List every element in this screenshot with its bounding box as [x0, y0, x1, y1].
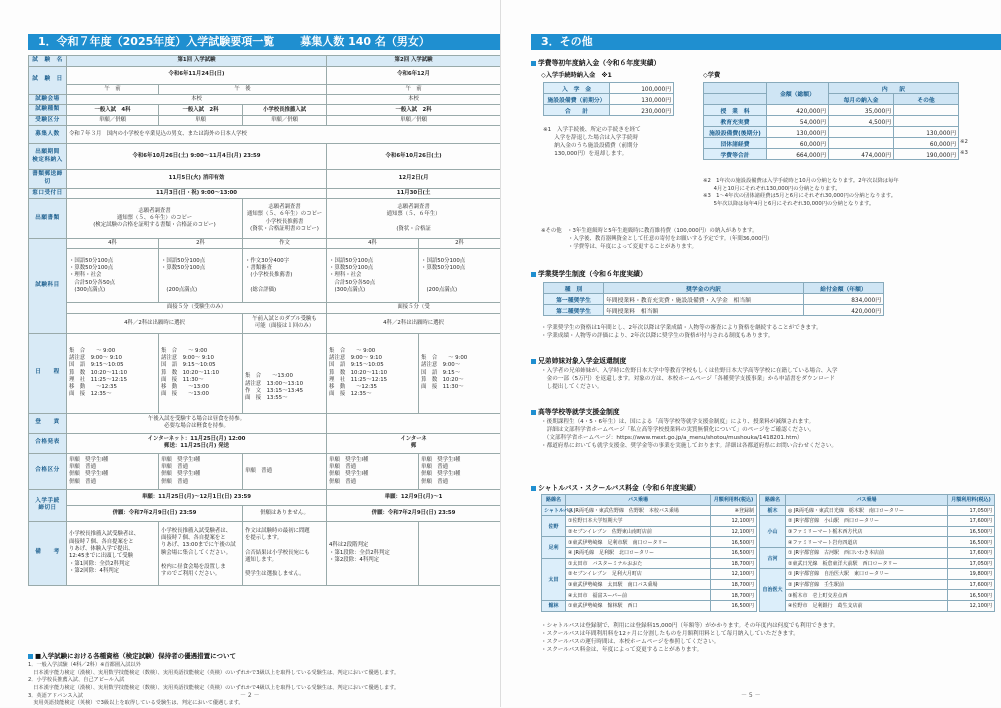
bus-row	[760, 537, 995, 548]
bus-area: 足利	[542, 537, 566, 558]
bus-fee: 17,050円	[948, 558, 995, 569]
subj-essay: ・作文30分400字 ・書類審査 (小学校長推薦書) (総合評価)	[243, 249, 327, 303]
label-pass-kind: 合格区分	[29, 453, 67, 489]
entry-value: 100,000円	[610, 83, 674, 94]
row-announce	[29, 433, 501, 453]
exam-table	[28, 55, 501, 586]
mark-3: ※3	[960, 150, 968, 156]
scholarship-title: 学業奨学生制度（令和６年度実績）	[531, 268, 647, 278]
sched-4: 集 合 〜 9:00 諸注意 9:00〜 9:10 国 語 9:15〜10:05 算 数 10:20〜11:10 理 社 11:25〜12:15 移 動 〜12:35 面 接 12:35〜	[67, 333, 159, 413]
procedure-none: 併願はありません。	[243, 505, 327, 521]
row-apply-kind	[29, 115, 501, 126]
schol-head-content: 奨学金の内訳	[604, 283, 804, 294]
sibling-text: ・入学者の兄弟姉妹が、入学時に佐野日本大学中等教育学校もしくは佐野日本大学高等学校に在籍している場合、入学 金の一部（5万円）を返還します。対象の方は、本校ホームページ「各種奨学支援事業」から申請書をダウンロード し提出してください。	[541, 368, 838, 391]
exam-header-title: 1．令和７年度（2025年度）入学試験要項一覧	[38, 35, 275, 48]
tuition-monthly: 4,500円	[829, 116, 894, 127]
bus-fee: 16,500円	[948, 526, 995, 537]
scholarship-row	[544, 294, 884, 305]
bus-fee: 18,700円	[711, 558, 757, 569]
tuition-amount: 664,000円	[767, 149, 829, 160]
round2-am: 午 前	[327, 84, 501, 94]
round1-date: 令和6年11月24日(日)	[67, 66, 327, 84]
tuition-head-blank	[704, 83, 767, 94]
bus-row	[760, 600, 995, 611]
round1-title: 第1回 入学試験	[67, 56, 327, 67]
subj-4: ・国語50分100点 ・算数50分100点 ・理科・社会 合計50分各50点 (300点満点)	[67, 249, 159, 303]
page-number-right: － 5 －	[741, 692, 761, 699]
announce-r2	[327, 433, 501, 453]
r2-remarks-blank	[419, 521, 501, 585]
scholarship-notes: ・学業奨学生の資格は1年間とし、2年次以降は学業成績・人物等の審査により資格を継続することができます。 ・学業成績・人物等の評価により、2年次以降に奨学生の資格が付与される制度もあります。	[541, 325, 822, 340]
double-note: 午前入試とのダブル受験も 可能（面接は１回のみ）	[243, 313, 327, 333]
tuition-label: 施設設備費(後期分)	[704, 127, 767, 138]
tuition-amount: 130,000円	[767, 127, 829, 138]
entry-label: 入 学 金	[544, 83, 610, 94]
remarks-a: 小学校長推薦入試受験者は、 面接時７個、各自提案をと りあげ、体験入学で提出、 12:45までに出頭して受験 ・第1回除：全員2科判定 ・第2回除：4科判定	[67, 521, 159, 585]
schol-amount: 420,000円	[804, 305, 884, 316]
schol-head-kind: 種 別	[544, 283, 604, 294]
bus-fee: 16,500円	[948, 537, 995, 548]
tuition-amount: 60,000円	[767, 138, 829, 149]
sched-2: 集 合 〜 9:00 諸注意 9:00〜 9:10 国 語 9:15〜10:05 算 数 10:20〜11:10 面 接 11:30〜 移 動 〜13:00 面 接 〜13:00	[159, 333, 243, 413]
tuition-head-amount: 金額（総額）	[767, 83, 829, 105]
label-exam-date: 試 験 日	[29, 66, 67, 94]
qualification-text: 1．一般入学試験（4科／2科）※首都圏入試以外 日本漢字能力検定（漢検）、実用数学技能検定（数検）、実用英語技能検定（英検）のいずれかで3級以上を取得している受験生は、判定において優遇します。 2．小学校長推薦入試、自己アピール入試 日本漢字能力検定（漢検）、実用数学技能検定（数検）、実用英語技能検定（英検）のいずれかで4級以上を取得している受験生は、判定において優遇します。 3．英語アドバンス入試 実用英語技能検定（英検）で3級以上を取得している受験生は、判定において優遇します。	[28, 662, 400, 707]
tuition-label: 授 業 料	[704, 105, 767, 116]
bus-fee: 18,700円	[711, 590, 757, 601]
entry-fee-note: ※1 入学手続後、所定の手続きを経て 入学を辞退した場合は入学手続時 納入金のうち施設設備費（前期分 130,000円）を返却します。	[543, 127, 641, 158]
announce-net: インターネット：11月25日(月) 12:00	[147, 435, 246, 442]
row-counter	[29, 188, 501, 199]
bus-area: 佐野	[542, 516, 566, 537]
support-text: ・後期課程生（4・5・6年生）は、国による「高等学校等就学支援金制度」により、授業料が減額されます。 詳細は文部科学省ホームページ「私立高等学校授業料の実質無償化について」のページをご確認ください。 （文部科学省ホームページ：https://www.mext.go.jp/a_menu/shotou/mushouka/1418201.htm） ・都道府県においても就学支援金、奨学金等の事業を実施しております。詳細は各都道府県にお問い合わせください。	[541, 419, 838, 450]
scholarship-table	[543, 282, 884, 316]
label-recruit: 募集人数	[29, 126, 67, 144]
bus-row	[542, 537, 757, 548]
round2-title: 第2回 入学試験	[327, 56, 501, 67]
bus-stop: ①佐野日本大学短期大学	[566, 516, 711, 527]
label-venue: 試験会場	[29, 94, 67, 105]
bus-fee: 12,100円	[711, 516, 757, 527]
bus-row	[542, 579, 757, 590]
bus-stop: ①東武伊勢崎線 館林駅 西口	[566, 600, 711, 611]
bus-area: 小山	[760, 516, 786, 548]
support-title: 高等学校等就学支援金制度	[531, 406, 620, 416]
bus-row	[760, 547, 995, 558]
label-documents: 出願書類	[29, 199, 67, 239]
bus-stop: ④佐野市 足利銀行 葛生支店前	[786, 600, 948, 611]
label-lunch: 登 貢	[29, 413, 67, 433]
round2-documents: 志願者調査書 通知票（５、６年生） (資状・合格証	[327, 199, 501, 239]
bus-fee: 12,100円	[711, 526, 757, 537]
tuition-table	[703, 82, 959, 160]
other-fee-notes: ※その他 ・3年生進級時と5年生進級時に教育維持費（100,000円）の納入があります。 ・入学後、教育器興資金として任意の寄付をお願いする予定です。（年間36,000円） ・学費等は、年度によって変更することがあります。	[541, 228, 773, 250]
bus-stop: ③東武伊勢崎線 太田駅 南口バス乗場	[566, 579, 711, 590]
row-application	[29, 144, 501, 170]
interview-note: 面接５分（受験生のみ）	[67, 303, 327, 313]
bus-stop: ② JR宇都宮線 壬生駅前	[786, 579, 948, 590]
schol-kind: 第一種奨学生	[544, 294, 604, 305]
entry-row	[544, 94, 674, 105]
bus-stop: ④ファミリーマート岩舟四道店	[786, 537, 948, 548]
tuition-head-row-2	[704, 94, 959, 105]
bus-row	[542, 600, 757, 611]
entry-value: 130,000円	[610, 94, 674, 105]
row-lunch	[29, 413, 501, 433]
tuition-other: 190,000円	[894, 149, 959, 160]
lunch-note: 午後入試を受験する場合は昼食を持参。 必要な場合は軽食を持参。	[67, 413, 327, 433]
row-recruit	[29, 126, 501, 144]
round1-venue: 本校	[67, 94, 327, 105]
row-subject-heads	[29, 239, 501, 249]
recruit-count: 募集人数 140 名（男女）	[300, 35, 430, 48]
announce-mail: 郵送：11月25日(月) 発送	[164, 443, 229, 450]
bus-row	[760, 579, 995, 590]
bus-fee: 12,100円	[948, 600, 995, 611]
bus-fee: 19,800円	[948, 569, 995, 580]
page-number-left: － 2 －	[240, 692, 260, 699]
schol-content: 年間授業料・教育充実費・施設設備費・入学金 相当額	[604, 294, 804, 305]
row-pass-kind	[29, 453, 501, 489]
bus-area: 太田	[542, 558, 566, 600]
procedure-single: 単願：11月25日(月)〜12月1日(日) 23:59	[67, 489, 327, 505]
type-recommend: 小学校長推薦入試	[243, 105, 327, 116]
bus-table-left	[541, 494, 757, 612]
round1-documents-recommend: 志願者調査書 通知票（５、６年生）のコピー 小学校長推薦書 (資状・合格証明書のコピー)	[243, 199, 327, 239]
r2-subj-head-2: 2科	[419, 239, 501, 249]
r2-lunch-blank	[327, 413, 501, 433]
bus-row	[760, 505, 995, 516]
schol-amount: 834,000円	[804, 294, 884, 305]
bus-fee: 16,500円	[711, 547, 757, 558]
subj-head-essay: 作文	[243, 239, 327, 249]
bus-fee: 17,600円	[948, 547, 995, 558]
bus-area: 館林	[542, 600, 566, 611]
round1-mail-deadline: 11月5日(火) 消印有効	[67, 170, 327, 188]
entry-row	[544, 105, 674, 116]
tuition-head-row	[704, 83, 959, 94]
r2-procedure-multi: 併願：令和7年2月9日(日) 23:59	[327, 505, 501, 521]
recruit-text: 令和７年３月 国内の小学校を卒業見込の男女、または海外の日本人学校	[67, 126, 501, 144]
bus-fee: 17,050円	[948, 505, 995, 516]
label-application: 出願期間 検定料納入	[29, 144, 67, 170]
tuition-row	[704, 149, 959, 160]
type-general-4: 一般入試 4科	[67, 105, 159, 116]
bus-head-area: 路線名	[760, 495, 786, 506]
kind-general-2: 単願	[159, 115, 243, 126]
r2-subj-head-4: 4科	[327, 239, 419, 249]
tuition-title: ◇学費	[703, 72, 721, 79]
bus-stop: ④ JR両毛線 足利駅 北口ロータリー	[566, 547, 711, 558]
tuition-amount: 420,000円	[767, 105, 829, 116]
tuition-row	[704, 116, 959, 127]
bus-row	[542, 547, 757, 558]
tuition-monthly	[829, 138, 894, 149]
bus-fee: 17,600円	[948, 516, 995, 527]
tuition-head-monthly: 毎月の納入金	[829, 94, 894, 105]
row-venue	[29, 94, 501, 105]
label-remarks: 備 考	[29, 521, 67, 585]
bus-fee: 16,500円	[711, 537, 757, 548]
label-subjects: 試験科目	[29, 239, 67, 334]
pass-kind-a: 単願 奨学生Ⅰ種 単願 普通 併願 奨学生Ⅰ種 併願 普通	[67, 453, 159, 489]
bus-stop: ②セブンイレブン 足利大月町店	[566, 569, 711, 580]
tuition-head-blank-2	[704, 94, 767, 105]
left-page	[0, 0, 500, 707]
r2-interview-note: 面接５分（受	[327, 303, 501, 313]
bus-head	[542, 495, 757, 506]
label-apply-kind: 受験区分	[29, 115, 67, 126]
bus-stop: ③ファミリーマート栃木西方代店	[786, 526, 948, 537]
bus-head-stop: バス乗場	[566, 495, 711, 506]
bus-fee: 18,700円	[711, 579, 757, 590]
pass-kind-c: 単願 普通	[243, 453, 327, 489]
tuition-other	[894, 105, 959, 116]
r2-sched-2: 集 合 〜 9:00 諸注意 9:00〜 国 語 9:15〜 算 数 10:20〜 面 接 11:30〜	[419, 333, 501, 413]
round2-counter: 11月30日(土	[327, 188, 501, 199]
r2-remarks: 4科は2段階判定 ・第1段除：全員2科判定 ・第2段除：4科判定	[327, 521, 419, 585]
bus-head-stop: バス乗場	[786, 495, 948, 506]
tuition-head-other: その他	[894, 94, 959, 105]
tuition-row	[704, 105, 959, 116]
r2-pass-kind-a: 単願 奨学生Ⅰ種 単願 普通 併願 奨学生Ⅰ種 併願 普通	[327, 453, 419, 489]
tuition-label: 団体諸経費	[704, 138, 767, 149]
round1-counter: 11月3日(日・祝) 9:00〜13:00	[67, 188, 327, 199]
right-page	[500, 0, 1000, 707]
r2-subj-2: ・国語50分100点 ・算数50分100点 (200点満点)	[419, 249, 501, 303]
bus-row	[760, 558, 995, 569]
entry-fee-title: ◇入学手続時納入金 ※1	[541, 72, 612, 79]
pass-kind-b: 単願 奨学生Ⅰ種 単願 普通 併願 奨学生Ⅰ種 併願 普通	[159, 453, 243, 489]
tuition-other: 60,000円	[894, 138, 959, 149]
select-note: 4科／2科は出願時に選択	[67, 313, 243, 333]
bus-fee: 17,600円	[948, 579, 995, 590]
bus-row	[542, 516, 757, 527]
bus-head-fee: 月額利用料(税込)	[948, 495, 995, 506]
tuition-monthly	[829, 127, 894, 138]
label-counter: 窓口受付日	[29, 188, 67, 199]
round2-date: 令和6年12月	[327, 66, 501, 84]
row-interview	[29, 303, 501, 313]
bus-stop: ②東武日光線 板倉東洋大前駅 西口ロータリー	[786, 558, 948, 569]
label-schedule: 日 程	[29, 333, 67, 413]
round1-am: 午 前	[67, 84, 159, 94]
bus-stop: ◎ JR両毛線・東武佐野線 佐野駅 本校バス乗場	[566, 505, 711, 516]
row-schedule	[29, 333, 501, 413]
schol-content: 年間授業料 相当額	[604, 305, 804, 316]
bus-notes: ・シャトルバスは登録制で、利用には登録料15,000円（年額等）がかかります。その年度内は何度でも利用できます。 ・スクールバスは年間利用料を12ヶ月に分割したものを月額利用料として毎月納入していただきます。 ・スクールバスの運行時間は、本校ホームページを参照してください。 ・スクールバス料金は、年度によって変更することがあります。	[541, 623, 839, 654]
bus-fee: 12,100円	[711, 569, 757, 580]
row-exam-date	[29, 66, 501, 84]
kind-recommend: 単願／併願	[243, 115, 327, 126]
row-documents	[29, 199, 501, 239]
bus-row	[542, 558, 757, 569]
qualification-notes	[28, 652, 500, 708]
entry-row	[544, 83, 674, 94]
tuition-row	[704, 138, 959, 149]
subj-head-4: 4科	[67, 239, 159, 249]
bus-stop: ② JR宇都宮線 小山駅 西口ロータリー	[786, 516, 948, 527]
bus-row	[542, 526, 757, 537]
row-procedure	[29, 489, 501, 505]
r2-subj-4: ・国語50分100点 ・算数50分100点 ・理科・社会 合計50分各50点 (300点満点)	[327, 249, 419, 303]
tuition-monthly: 474,000円	[829, 149, 894, 160]
type-general-2: 一般入試 2科	[159, 105, 243, 116]
row-procedure-2	[29, 505, 501, 521]
bus-row	[760, 526, 995, 537]
row-am-pm	[29, 84, 501, 94]
bus-fee: 16,500円	[948, 590, 995, 601]
remarks-c: 作文は試験時の最初に問題 を提示します。 合否結果は小学校長宛にも 通知します。 奨学生は選抜しません。	[243, 521, 327, 585]
scholarship-row	[544, 305, 884, 316]
exam-header	[28, 34, 500, 50]
bus-fee: ※登録制	[711, 505, 757, 516]
r2-pass-kind-b: 単願 奨学生Ⅰ種 単願 普通 併願 奨学生Ⅰ種 併願 普通	[419, 453, 501, 489]
bus-row	[542, 569, 757, 580]
round2-kind: 単願／併願	[327, 115, 501, 126]
row-exam-name	[29, 56, 501, 67]
bus-head	[760, 495, 995, 506]
row-subjects	[29, 249, 501, 303]
tuition-notes: ※2 1年次の施設設備費は入学手続時と10月の分納となります。2年次以降は毎年 4月と10月にそれぞれ130,000円の分納となります。 ※3 1～4年次の団体諸経費は5月と6月にそれぞれ30,000円の分納となります。 5年次以降は毎年4月と6月にそれぞれ30,000円の分納となります。	[703, 178, 899, 208]
bus-stop: ① JR宇都宮線 古河駅 西口いわき本店前	[786, 547, 948, 558]
round1-documents: 志願者調査書 通知票（５、６年生）のコピー (検定試験の合格を証明する書類・合格証のコピー)	[67, 199, 243, 239]
fee-title: 学費等初年度納入金（令和６年度実績）	[531, 57, 660, 67]
other-header: 3．その他	[531, 34, 1001, 50]
label-mail-deadline: 書類郵送締切	[29, 170, 67, 188]
r2-sched-4: 集 合 〜 9:00 諸注意 9:00〜 9:10 国 語 9:15〜10:05 算 数 10:20〜11:10 理 社 11:25〜12:15 移 動 〜12:35 面 接 12:35〜	[327, 333, 419, 413]
tuition-other	[894, 116, 959, 127]
bus-fee: 16,500円	[711, 600, 757, 611]
tuition-label: 学費等合計	[704, 149, 767, 160]
round2-mail-deadline: 12月2日(月	[327, 170, 501, 188]
kind-general: 単願／併願	[67, 115, 159, 126]
bus-table-right	[759, 494, 995, 612]
label-exam-name: 試 験 名	[29, 56, 67, 67]
round1-pm: 午 後	[159, 84, 327, 94]
bus-head-area: 路線名	[542, 495, 566, 506]
bus-area: 古河	[760, 547, 786, 568]
round1-application: 令和6年10月26日(土) 9:00〜11月4日(月) 23:59	[67, 144, 327, 170]
announce-r1	[67, 433, 327, 453]
bus-row	[542, 590, 757, 601]
bus-area: シャトルバス	[542, 505, 566, 516]
tuition-monthly: 35,000円	[829, 105, 894, 116]
mark-2: ※2	[960, 139, 968, 145]
bus-stop: ②セブンイレブン 佐野東山南町店前	[566, 526, 711, 537]
sibling-title: 兄弟姉妹対象入学金返還制度	[531, 355, 626, 365]
bus-title: シャトルバス・スクールバス料金（令和６年度実績）	[531, 482, 700, 492]
remarks-b: 小学校長推薦入試受験者は、 面接時７個、各自提案をと りあげ、13:00までに午後の試 験会場に集合してください。 校内に昼食会場を設置しま すのでご利用ください。	[159, 521, 243, 585]
row-mail-deadline	[29, 170, 501, 188]
round2-application: 令和6年10月26日(土)	[327, 144, 501, 170]
bus-stop: ③栃木市 壱上町交差点西	[786, 590, 948, 601]
qualification-title: ■入学試験における各種資格（検定試験）保持者の優遇措置について	[28, 652, 500, 661]
sched-essay: 集 合 〜13:00 諸注意 13:00〜13:10 作 文 13:15〜13:45 面 接 13:55〜	[243, 333, 327, 413]
tuition-row	[704, 127, 959, 138]
round2-type: 一般入試 2科	[327, 105, 501, 116]
label-types: 試験種類	[29, 105, 67, 116]
scholarship-head	[544, 283, 884, 294]
subj-head-2: 2科	[159, 239, 243, 249]
bus-stop: ① JR宇都宮線 自治医大駅 東口ロータリー	[786, 569, 948, 580]
tuition-amount: 54,000円	[767, 116, 829, 127]
subj-2: ・国語50分100点 ・算数50分100点 (200点満点)	[159, 249, 243, 303]
bus-stop: ③東武伊勢崎線 足利市駅 南口ロータリー	[566, 537, 711, 548]
entry-fee-table	[543, 82, 674, 116]
bus-area: 栃木	[760, 505, 786, 516]
bus-head-fee: 月額利用料(税込)	[711, 495, 757, 506]
r2-announce-mail: 郵	[410, 443, 417, 450]
bus-stop: ①太田市 バスターミナルおおた	[566, 558, 711, 569]
bus-stop: ◎ JR両毛線・東武日光線 栃木駅 南口ロータリー	[786, 505, 948, 516]
schol-head-amount: 給付金額（年額）	[804, 283, 884, 294]
entry-label: 施設設備費（前期分）	[544, 94, 610, 105]
r2-procedure-single: 単願：12月9日(月)〜1	[327, 489, 501, 505]
bus-stop: ④太田市 福富スーパー前	[566, 590, 711, 601]
round2-venue: 本校	[327, 94, 501, 105]
label-announce: 合格発表	[29, 433, 67, 453]
bus-row	[760, 516, 995, 527]
tuition-other: 130,000円	[894, 127, 959, 138]
row-remarks	[29, 521, 501, 585]
bus-area: 自治医大	[760, 569, 786, 611]
bus-row	[760, 590, 995, 601]
r2-announce-net: インターネ	[400, 435, 427, 442]
tuition-head-breakdown: 内 訳	[829, 83, 959, 94]
r2-select-note: 4科／2科は出願時に選択	[327, 313, 501, 333]
label-procedure: 入学手続 締切日	[29, 489, 67, 521]
schol-kind: 第二種奨学生	[544, 305, 604, 316]
tuition-label: 教育充実費	[704, 116, 767, 127]
entry-value: 230,000円	[610, 105, 674, 116]
row-types	[29, 105, 501, 116]
bus-row	[542, 505, 757, 516]
row-select	[29, 313, 501, 333]
procedure-multi: 併願：令和7年2月9日(日) 23:59	[67, 505, 243, 521]
bus-row	[760, 569, 995, 580]
entry-label: 合 計	[544, 105, 610, 116]
